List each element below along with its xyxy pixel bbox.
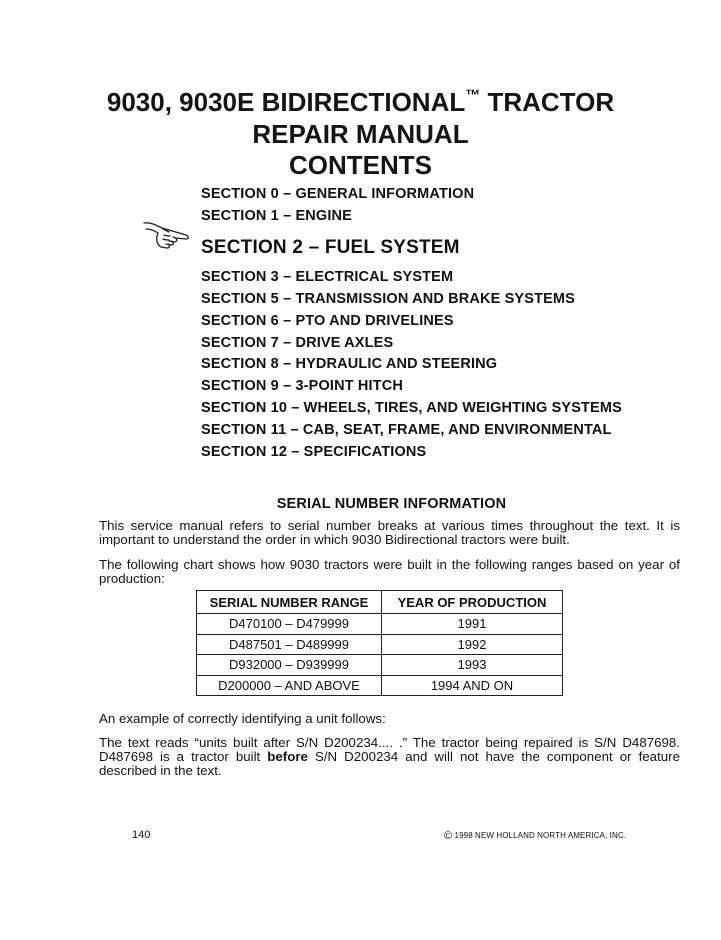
- toc-item-section-7[interactable]: SECTION 7 – DRIVE AXLES: [201, 334, 394, 351]
- title-line-3: CONTENTS: [289, 150, 432, 180]
- example-intro-paragraph: An example of correctly identifying a unit follows:: [99, 711, 386, 726]
- title-line-1-end: TRACTOR: [480, 87, 615, 117]
- chart-intro-paragraph: The following chart shows how 9030 tractors were built in the following ranges based on year of production:: [99, 557, 680, 586]
- table-row: [197, 655, 563, 676]
- toc-item-section-5[interactable]: SECTION 5 – TRANSMISSION AND BRAKE SYSTEMS: [201, 291, 575, 307]
- toc-item-section-12[interactable]: SECTION 12 – SPECIFICATIONS: [201, 443, 427, 460]
- serial-range-cell: D470100 – D479999: [197, 614, 382, 635]
- toc-item-section-1[interactable]: SECTION 1 – ENGINE: [201, 208, 352, 224]
- example-text-end: S/N D200234 and will not have the component or feature described in the text.: [99, 749, 680, 778]
- copyright-notice: [444, 830, 626, 842]
- page-number: 140: [132, 829, 151, 841]
- column-header-year: YEAR OF PRODUCTION: [382, 591, 563, 614]
- serial-range-cell: D487501 – D489999: [197, 634, 382, 655]
- table-row: [197, 634, 563, 655]
- copyright-symbol: ©: [444, 830, 453, 842]
- year-cell: 1992: [382, 634, 563, 655]
- toc-item-section-11[interactable]: SECTION 11 – CAB, SEAT, FRAME, AND ENVIRONMENTAL: [201, 421, 612, 438]
- contents-list: [201, 184, 622, 463]
- serial-range-cell: D200000 – AND ABOVE: [197, 675, 382, 696]
- toc-item-section-9[interactable]: SECTION 9 – 3-POINT HITCH: [201, 378, 403, 395]
- toc-item-section-10[interactable]: SECTION 10 – WHEELS, TIRES, AND WEIGHTING SYSTEMS: [201, 399, 622, 416]
- example-text-start: The text reads “units built after S/N D200234.... .” The tractor being repaired is S/N D487698. D487698 is a tractor built: [99, 735, 680, 764]
- year-cell: 1991: [382, 614, 563, 635]
- column-header-serial-range: SERIAL NUMBER RANGE: [197, 591, 382, 614]
- title-line-1: [107, 87, 614, 117]
- serial-number-table: [196, 590, 563, 696]
- toc-item-section-3[interactable]: SECTION 3 – ELECTRICAL SYSTEM: [201, 269, 454, 285]
- year-cell: 1994 AND ON: [382, 675, 563, 696]
- copyright-text: 1998 NEW HOLLAND NORTH AMERICA, INC.: [452, 831, 627, 840]
- table-header-row: [197, 591, 563, 614]
- title-line-1-text: 9030, 9030E BIDIRECTIONAL: [106, 87, 466, 117]
- year-cell: 1993: [382, 655, 563, 676]
- table-row: [197, 614, 563, 635]
- table-row: [197, 675, 563, 696]
- pointing-hand-icon: [142, 217, 194, 251]
- serial-range-cell: D932000 – D939999: [197, 655, 382, 676]
- toc-item-section-6[interactable]: SECTION 6 – PTO AND DRIVELINES: [201, 312, 454, 329]
- toc-item-section-2-current[interactable]: SECTION 2 – FUEL SYSTEM: [201, 237, 460, 258]
- example-emphasis: before: [267, 749, 308, 764]
- intro-paragraph: This service manual refers to serial number breaks at various times throughout the text. It is important to understand the order in which 9030 Bidirectional tractors were built.: [99, 518, 680, 547]
- title-line-2: REPAIR MANUAL: [252, 118, 469, 149]
- serial-number-heading: SERIAL NUMBER INFORMATION: [276, 496, 507, 512]
- toc-item-section-0[interactable]: SECTION 0 – GENERAL INFORMATION: [201, 186, 475, 202]
- trademark-symbol: ™: [465, 87, 481, 104]
- toc-item-section-8[interactable]: SECTION 8 – HYDRAULIC AND STEERING: [201, 356, 498, 373]
- document-title: [0, 80, 721, 182]
- example-paragraph: [99, 736, 680, 778]
